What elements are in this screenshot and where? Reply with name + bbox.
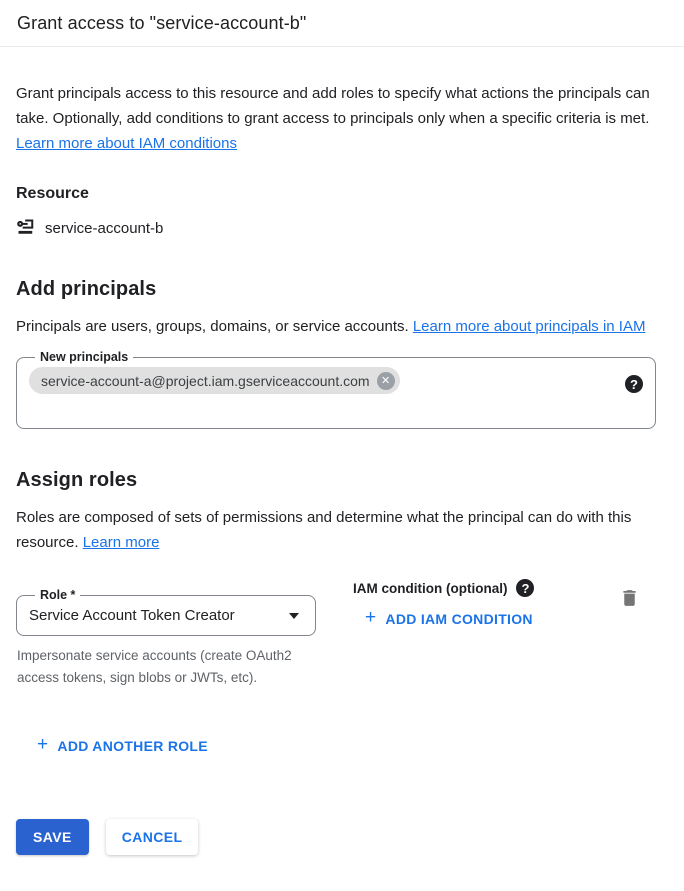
principals-learn-more-link[interactable]: Learn more about principals in IAM <box>412 318 646 335</box>
role-select[interactable] <box>16 588 316 636</box>
plus-icon: + <box>365 607 377 628</box>
role-select-value: Service Account Token Creator <box>29 607 235 624</box>
iam-conditions-link[interactable]: Learn more about IAM conditions <box>16 135 237 152</box>
principals-help-icon[interactable]: ? <box>625 375 643 393</box>
new-principals-input-area[interactable] <box>29 364 643 418</box>
roles-description-text: Roles are composed of sets of permissions and determine what the principal can do with this resource. <box>16 509 632 551</box>
plus-icon: + <box>37 734 49 755</box>
resource-name: service-account-b <box>45 219 164 237</box>
resource-heading: Resource <box>16 185 89 202</box>
principal-chip-label: service-account-a@project.iam.gserviceaccount.com <box>41 372 370 389</box>
add-principals-heading: Add principals <box>16 278 157 300</box>
add-iam-condition-label: ADD IAM CONDITION <box>385 610 533 627</box>
role-row <box>16 577 668 688</box>
condition-column <box>353 577 541 634</box>
assign-roles-heading: Assign roles <box>16 469 138 491</box>
new-principals-label: New principals <box>40 350 129 364</box>
delete-column <box>617 577 642 614</box>
condition-help-icon[interactable]: ? <box>516 579 534 597</box>
remove-principal-icon[interactable]: ✕ <box>377 372 395 390</box>
role-select-value-row[interactable] <box>29 605 303 627</box>
dialog-footer <box>0 819 684 855</box>
add-another-role-label: ADD ANOTHER ROLE <box>57 737 208 754</box>
role-helper-text: Impersonate service accounts (create OAuth2 access tokens, sign blobs or JWTs, etc). <box>17 648 292 685</box>
trash-icon <box>619 587 640 612</box>
service-account-icon <box>16 218 36 238</box>
dialog-title: Grant access to "service-account-b" <box>17 13 307 33</box>
dialog-body <box>0 81 684 761</box>
condition-label-row <box>353 579 541 597</box>
resource-row <box>16 218 668 238</box>
add-another-role-button[interactable] <box>29 730 216 761</box>
add-iam-condition-button[interactable] <box>357 603 541 634</box>
condition-label: IAM condition (optional) <box>353 580 508 596</box>
principals-description-text: Principals are users, groups, domains, or service accounts. <box>16 318 413 335</box>
role-select-label: Role * <box>40 588 76 602</box>
principal-chip <box>29 367 400 394</box>
roles-description <box>16 505 668 555</box>
new-principals-field[interactable] <box>16 350 656 429</box>
role-column <box>16 577 316 688</box>
roles-learn-more-link[interactable]: Learn more <box>82 534 160 551</box>
dialog-header <box>0 0 684 47</box>
principals-description <box>16 314 668 339</box>
save-button[interactable]: SAVE <box>16 819 89 855</box>
dropdown-arrow-icon <box>289 613 299 619</box>
cancel-button[interactable]: CANCEL <box>106 819 199 855</box>
delete-role-button[interactable] <box>617 585 642 614</box>
intro-text: Grant principals access to this resource and add roles to specify what actions the principals can take. Optionally, add conditions to grant access to principals only when a specific criteria is met. <box>16 85 650 127</box>
intro-paragraph <box>16 81 668 156</box>
